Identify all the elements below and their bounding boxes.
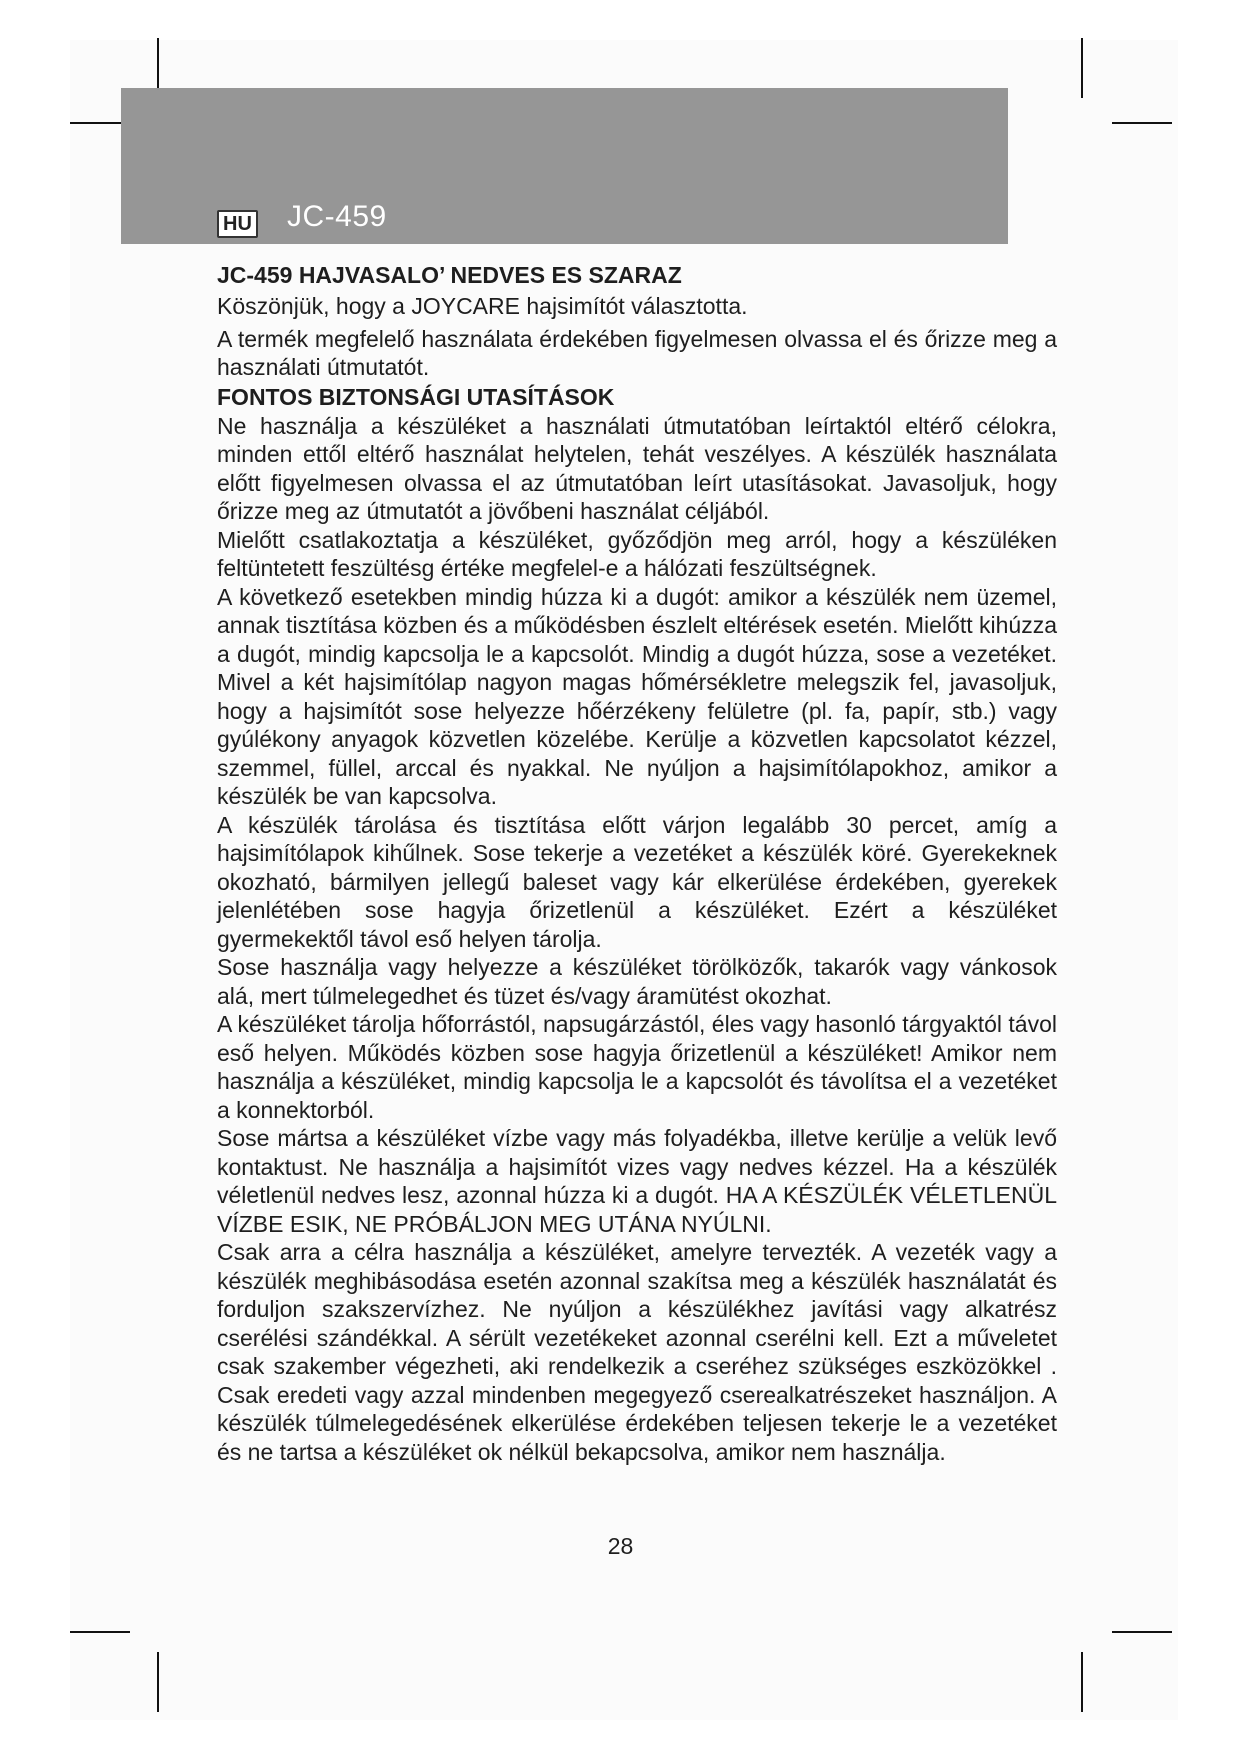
safety-paragraph: Sose használja vagy helyezze a készüléket törölközők, takarók vagy vánkosok alá, mert túlmelegedhet és tüzet és/vagy áramütést okozhat. <box>217 954 1057 1009</box>
model-title: JC-459 <box>287 200 387 233</box>
crop-mark-bottom-left-vertical <box>157 1652 159 1712</box>
language-badge: HU <box>217 210 258 238</box>
manual-content <box>217 260 1057 1466</box>
safety-paragraph: A következő esetekben mindig húzza ki a dugót: amikor a készülék nem üzemel, annak tisztítása közben és a működésben észlelt eltérések esetén. Mielőtt kihúzza a dugót, mindig kapcsolja le a kapcsolót. Mindig a dugót húzza, sose a vezetéket. Mivel a két hajsimítólap nagyon magas hőmérsékletre melegszik fel, javasoljuk, hogy a hajsimítót sose helyezze hőérzékeny felületre (pl. fa, papír, stb.) vagy gyúlékony anyagok közvetlen közelébe. Kerülje a közvetlen kapcsolatot kézzel, szemmel, füllel, arccal és nyakkal. Ne nyúljon a hajsimítólapokhoz, amikor a készülék be van kapcsolva. <box>217 583 1057 809</box>
safety-paragraph: Ne használja a készüléket a használati útmutatóban leírtaktól eltérő célokra, minden ettől eltérő használat helytelen, tehát veszélyes. A készülék használata előtt figyelmesen olvassa el az útmutatóban leírt utasításokat. Javasoljuk, hogy őrizze meg az útmutatót a jövőbeni használat céljából. <box>217 412 1057 524</box>
header-band <box>121 88 1008 244</box>
page-number: 28 <box>607 1533 634 1559</box>
crop-mark-top-right-vertical <box>1081 38 1083 98</box>
safety-paragraph: Csak arra a célra használja a készüléket, amelyre tervezték. A vezeték vagy a készülék meghibásodása esetén azonnal szakítsa meg a készülék használatát és forduljon szakszervízhez. Ne nyúljon a készülékhez javítási vagy alkatrész cserélési szándékkal. A sérült vezetékeket azonnal cserélni kell. Ezt a műveletet csak szakember végezheti, aki rendelkezik a cseréhez szükséges eszközökkel . Csak eredeti vagy azzal mindenben megegyező cserealkatrészeket használjon. A készülék túlmelegedésének elkerülése érdekében teljesen tekerje le a vezetéket és ne tartsa a készüléket ok nélkül bekapcsolva, amikor nem használja. <box>217 1239 1057 1465</box>
safety-paragraph: A készüléket tárolja hőforrástól, napsugárzástól, éles vagy hasonló tárgyaktól távol eső helyen. Működés közben sose hagyja őrizetlenül a készüléket! Amikor nem használja a készüléket, mindig kapcsolja le a kapcsolót és távolítsa el a vezetéket a konnektorból. <box>217 1011 1057 1123</box>
crop-mark-bottom-right-horizontal <box>1112 1631 1172 1633</box>
safety-paragraph: Mielőtt csatlakoztatja a készüléket, győződjön meg arról, hogy a készüléken feltüntetett feszültésg értéke megfelel-e a hálózati feszültségnek. <box>217 526 1057 581</box>
crop-mark-top-right-horizontal <box>1112 122 1172 124</box>
intro-text: A termék megfelelő használata érdekében figyelmesen olvassa el és őrizze meg a használati útmutatót. <box>217 325 1057 380</box>
thanks-text: Köszönjük, hogy a JOYCARE hajsimítót választotta. <box>217 293 748 319</box>
safety-paragraph: Sose mártsa a készüléket vízbe vagy más folyadékba, illetve kerülje a velük levő kontaktust. Ne használja a hajsimítót vizes vagy nedves kézzel. Ha a készülék véletlenül nedves lesz, azonnal húzza ki a dugót. HA A KÉSZÜLÉK VÉLETLENÜL VÍZBE ESIK, NE PRÓBÁLJON MEG UTÁNA NYÚLNI. <box>217 1125 1057 1237</box>
crop-mark-bottom-left-horizontal <box>70 1631 130 1633</box>
crop-mark-bottom-right-vertical <box>1081 1652 1083 1712</box>
safety-paragraph: A készülék tárolása és tisztítása előtt várjon legalább 30 percet, amíg a hajsimítólapok kihűlnek. Sose tekerje a vezetéket a készülék köré. Gyerekeknek okozható, bármilyen jellegű baleset vagy kár elkerülése érdekében, gyerekek jelenlétében sose hagyja őrizetlenül a készüléket. Ezért a készüléket gyermekektől távol eső helyen tárolja. <box>217 811 1057 952</box>
document-title: JC-459 HAJVASALO’ NEDVES ES SZARAZ <box>217 262 682 288</box>
safety-heading: FONTOS BIZTONSÁGI UTASÍTÁSOK <box>217 383 615 410</box>
